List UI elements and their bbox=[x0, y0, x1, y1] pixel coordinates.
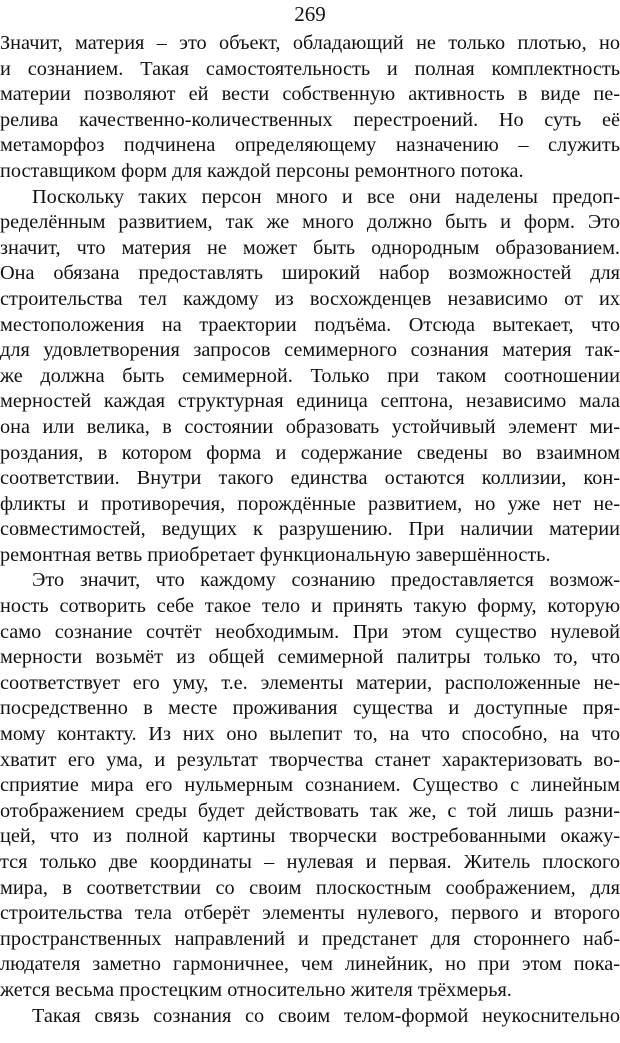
paragraph bbox=[0, 1004, 620, 1030]
text-line: фликты и противоречия, порождённые развитием, но уже нет не- bbox=[0, 492, 620, 515]
text-line: для удовлетворения запросов семимерного сознания материя так- bbox=[0, 339, 620, 362]
text-line: мира, в соответствии со своим плоскостным соображением, для bbox=[0, 876, 620, 899]
text-line: людателя заметно гармоничнее, чем линейник, но при этом пока- bbox=[0, 953, 620, 976]
text-line: ределённым развитием, так же много должно быть и форм. Это bbox=[0, 211, 620, 234]
text-line: мерностей каждая структурная единица септона, независимо мала bbox=[0, 390, 620, 413]
text-line: Такая связь сознания со своим телом-формой неукоснительно bbox=[32, 1004, 620, 1027]
text-line: жется весьма простецким относительно жителя трёхмерья. bbox=[0, 978, 512, 1001]
text-line: строительства тел каждому из восхожденцев независимо от их bbox=[0, 287, 620, 310]
text-line: метаморфоз подчинена определяющему назначению – служить bbox=[0, 134, 620, 157]
text-line: тся только две координаты – нулевая и первая. Житель плоского bbox=[0, 851, 620, 873]
text-line: хватит его ума, и результат творчества станет характеризовать во- bbox=[0, 748, 620, 771]
text-line: Значит, материя – это объект, обладающий не только плотью, но bbox=[0, 32, 620, 54]
text-line: ность сотворить себе такое тело и принять такую форму, которую bbox=[0, 595, 620, 618]
paragraph bbox=[0, 185, 620, 569]
text-line: и сознанием. Такая самостоятельность и полная комплектность bbox=[0, 57, 620, 80]
text-line: соответствии. Внутри такого единства остаются коллизии, кон- bbox=[0, 467, 620, 490]
body-text bbox=[0, 31, 620, 1029]
text-line: сприятие мира его нульмерным сознанием. Существо с линейным bbox=[0, 774, 620, 797]
text-line: значит, что материя не может быть однородным образованием. bbox=[0, 236, 620, 259]
page-number: 269 bbox=[294, 2, 326, 26]
text-line: ремонтная ветвь приобретает функциональную завершённость. bbox=[0, 543, 551, 566]
text-line: местоположения на траектории подъёма. Отсюда вытекает, что bbox=[0, 313, 620, 336]
text-line: материи позволяют ей вести собственную активность в виде пе- bbox=[0, 83, 620, 106]
text-line: Поскольку таких персон много и все они наделены предоп- bbox=[32, 185, 620, 208]
text-line: строительства тела отберёт элементы нулевого, первого и второго bbox=[0, 902, 620, 925]
text-line: цей, что из полной картины творчески востребованными окажу- bbox=[0, 825, 620, 848]
paragraph bbox=[0, 568, 620, 1003]
text-line: совместимостей, ведущих к разрушению. При наличии материи bbox=[0, 518, 620, 541]
text-line: пространственных направлений и предстанет для стороннего наб- bbox=[0, 927, 620, 950]
text-line: она или велика, в состоянии образовать устойчивый элемент ми- bbox=[0, 415, 620, 438]
paragraph bbox=[0, 31, 620, 185]
text-line: посредственно в месте проживания существа и доступные пря- bbox=[0, 697, 620, 720]
text-line: отображением среды будет действовать так же, с той лишь разни- bbox=[0, 799, 620, 822]
text-line: Она обязана предоставлять широкий набор возможностей для bbox=[0, 262, 620, 285]
text-line: релива качественно-количественных перестроений. Но суть её bbox=[0, 108, 620, 131]
text-line: само сознание сочтёт необходимым. При этом существо нулевой bbox=[0, 620, 620, 643]
text-line: Это значит, что каждому сознанию предоставляется возмож- bbox=[32, 569, 620, 592]
text-line: же должна быть семимерной. Только при таком соотношении bbox=[0, 364, 620, 387]
text-line: роздания, в котором форма и содержание сведены во взаимном bbox=[0, 441, 620, 464]
text-line: мерности возьмёт из общей семимерной палитры только то, что bbox=[0, 646, 620, 669]
text-line: поставщиком форм для каждой персоны ремонтного потока. bbox=[0, 159, 524, 182]
text-line: мому контакту. Из них оно вылепит то, на что способно, на что bbox=[0, 723, 620, 746]
text-line: соответствует его уму, т.е. элементы материи, расположенные не- bbox=[0, 671, 620, 694]
